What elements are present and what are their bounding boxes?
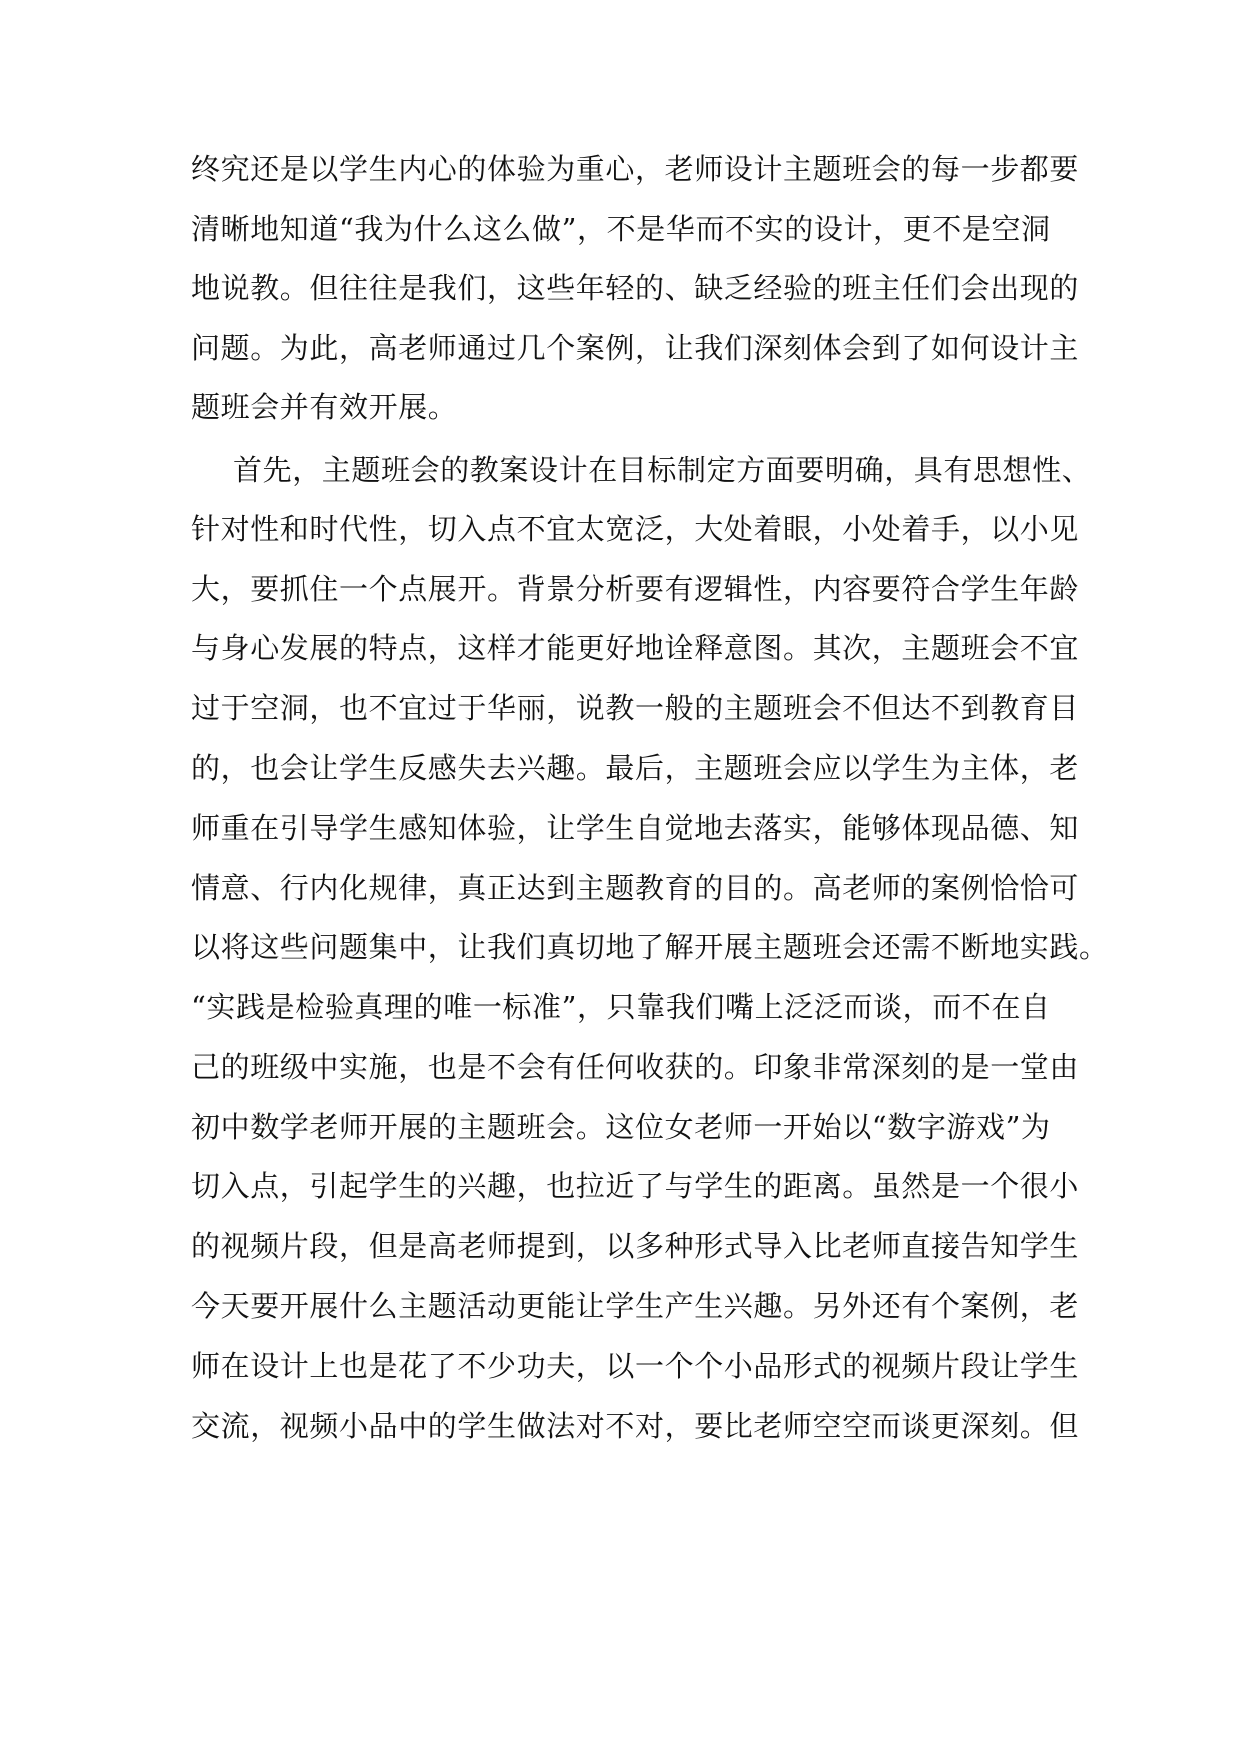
text-line: 过于空洞，也不宜过于华丽，说教一般的主题班会不但达不到教育目 bbox=[191, 691, 1080, 725]
text-line: 师在设计上也是花了不少功夫，以一个个小品形式的视频片段让学生 bbox=[191, 1349, 1080, 1383]
text-line: “实践是检验真理的唯一标准”，只靠我们嘴上泛泛而谈，而不在自 bbox=[191, 990, 1051, 1024]
text-line: 初中数学老师开展的主题班会。这位女老师一开始以“数字游戏”为 bbox=[191, 1110, 1051, 1144]
text-line: 交流，视频小品中的学生做法对不对，要比老师空空而谈更深刻。但 bbox=[191, 1409, 1080, 1443]
text-line: 师重在引导学生感知体验，让学生自觉地去落实，能够体现品德、知 bbox=[191, 811, 1080, 845]
paragraph-first-line: 首先，主题班会的教案设计在目标制定方面要明确，具有思想性、 bbox=[233, 453, 1092, 487]
text-line: 终究还是以学生内心的体验为重心，老师设计主题班会的每一步都要 bbox=[191, 152, 1080, 186]
text-line: 针对性和时代性，切入点不宜太宽泛，大处着眼，小处着手，以小见 bbox=[191, 512, 1080, 546]
text-line: 的，也会让学生反感失去兴趣。最后，主题班会应以学生为主体，老 bbox=[191, 751, 1080, 785]
text-line: 大，要抓住一个点展开。背景分析要有逻辑性，内容要符合学生年龄 bbox=[191, 572, 1080, 606]
text-line: 情意、行内化规律，真正达到主题教育的目的。高老师的案例恰恰可 bbox=[191, 871, 1080, 905]
text-line: 的视频片段，但是高老师提到，以多种形式导入比老师直接告知学生 bbox=[191, 1229, 1080, 1263]
text-line: 问题。为此，高老师通过几个案例，让我们深刻体会到了如何设计主 bbox=[191, 331, 1080, 365]
text-line: 己的班级中实施，也是不会有任何收获的。印象非常深刻的是一堂由 bbox=[191, 1050, 1080, 1084]
text-line: 今天要开展什么主题活动更能让学生产生兴趣。另外还有个案例，老 bbox=[191, 1289, 1080, 1323]
text-line: 以将这些问题集中，让我们真切地了解开展主题班会还需不断地实践。 bbox=[191, 930, 1109, 964]
text-line: 与身心发展的特点，这样才能更好地诠释意图。其次，主题班会不宜 bbox=[191, 631, 1080, 665]
text-line: 地说教。但往往是我们，这些年轻的、缺乏经验的班主任们会出现的 bbox=[191, 271, 1080, 305]
text-line: 题班会并有效开展。 bbox=[191, 390, 458, 424]
text-line: 切入点，引起学生的兴趣，也拉近了与学生的距离。虽然是一个很小 bbox=[191, 1169, 1080, 1203]
text-line: 清晰地知道“我为什么这么做”，不是华而不实的设计，更不是空洞 bbox=[191, 212, 1051, 246]
